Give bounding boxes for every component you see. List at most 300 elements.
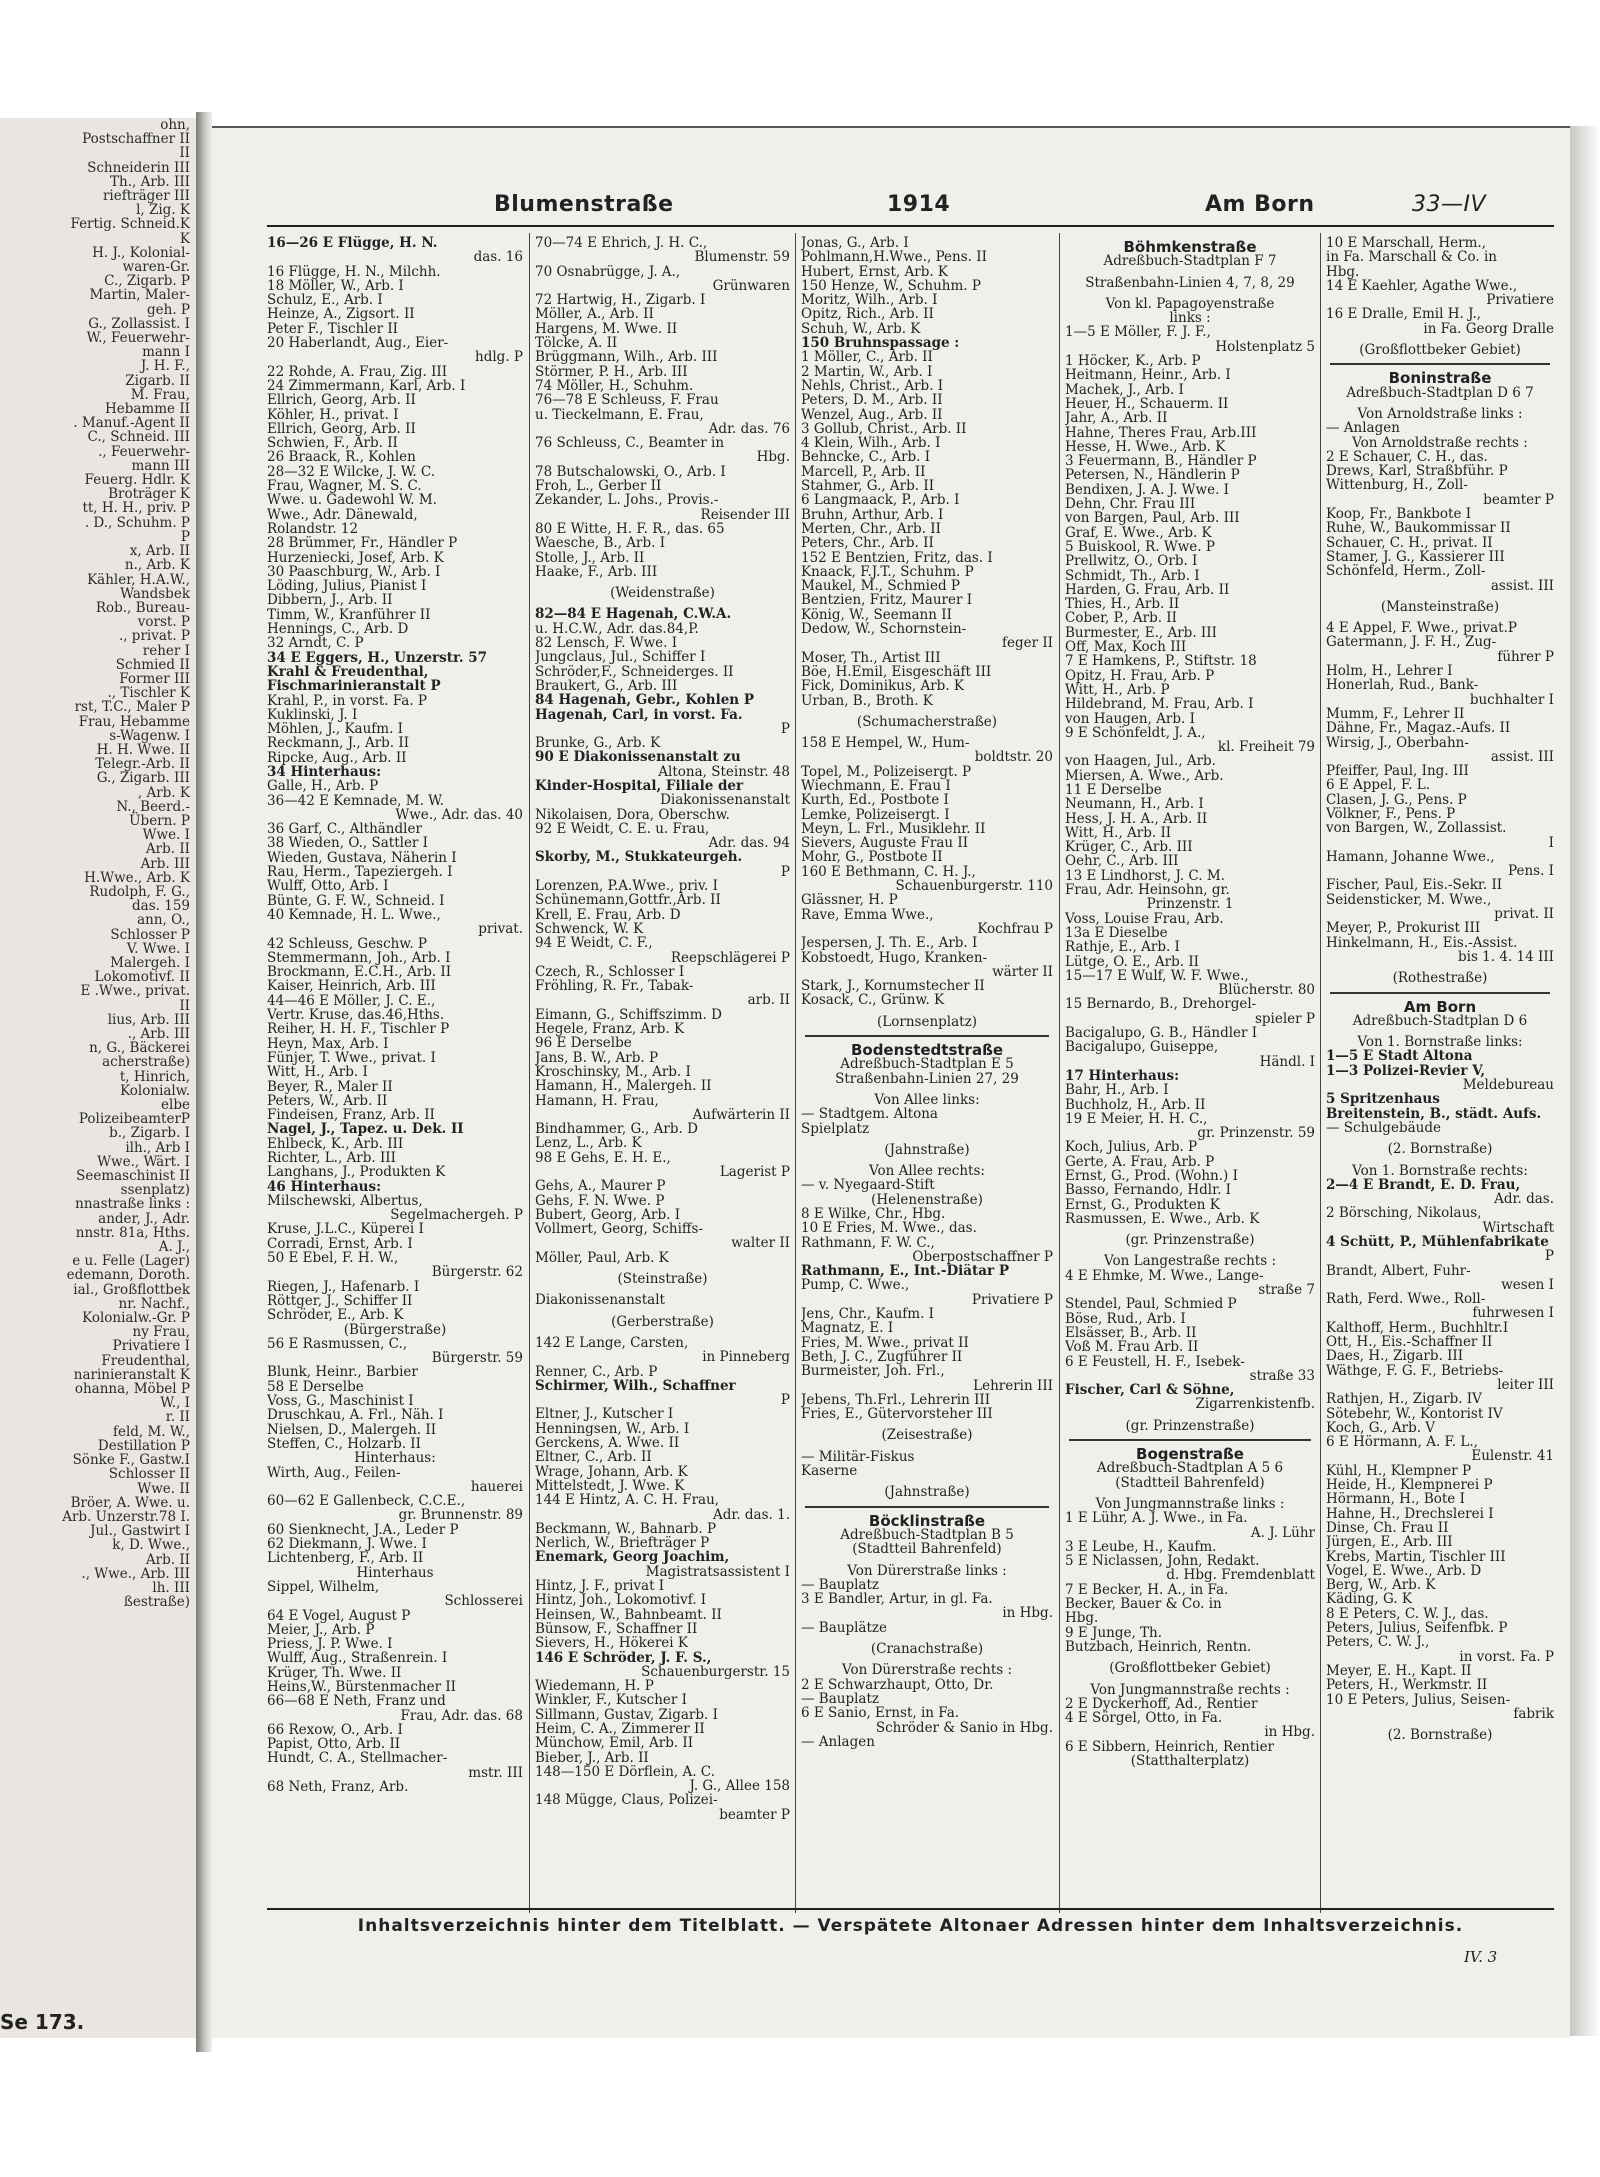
left-page-line: Telegr.-Arb. II	[95, 756, 190, 773]
left-page-line: b., Zigarb. I	[109, 1125, 190, 1142]
directory-entry-line: 7 E Becker, H. A., in Fa.	[1065, 1582, 1229, 1598]
directory-entry-line: assist. III	[1490, 749, 1554, 765]
directory-entry-line	[1326, 1028, 1554, 1035]
left-page-line: Kolonialw.	[120, 1082, 190, 1099]
directory-entry-line	[1065, 1247, 1315, 1254]
directory-entry-line: Blumenstr. 59	[694, 250, 790, 265]
directory-entry-line: Peter F., Tischler II	[267, 321, 398, 337]
directory-entry-line: Fröhling, R. Fr., Tabak-	[535, 979, 694, 994]
directory-entry-line: Hennings, C., Arb. D	[267, 622, 409, 637]
directory-entry-line: in Fa. Georg Dralle	[1423, 321, 1554, 337]
left-page-line: Former III	[119, 670, 190, 687]
directory-entry-line: wesen I	[1501, 1277, 1554, 1293]
directory-entry-line: Hesse, H. Wwe., Arb. K	[1065, 439, 1226, 455]
directory-entry-line: Bruhn, Arthur, Arb. I	[801, 507, 944, 522]
directory-entry-line: A. J. Lühr	[1250, 1525, 1315, 1540]
directory-entry-line: 2—4 E Brandt, E. D. Frau,	[1326, 1177, 1521, 1193]
left-page-line: das. 159	[132, 898, 190, 915]
book-gutter	[196, 112, 212, 2052]
directory-entry-line: Witt, H., Arb. I	[267, 1065, 368, 1080]
directory-entry-line: Heide, H., Klempnerei P	[1326, 1478, 1493, 1493]
directory-entry-line: Koch, G., Arb. V	[1326, 1420, 1436, 1436]
directory-entry-line: 148—150 E Dörflein, A. C.	[535, 1764, 715, 1780]
directory-entry-line: Heim, C. A., Zimmerer II	[535, 1721, 705, 1737]
directory-entry-line: Moritz, Wilh., Arb. I	[801, 293, 938, 308]
directory-entry-line: Kuklinski, J. I	[267, 707, 358, 723]
directory-entry-line: 9 E Schönfeldt, J. A.,	[1065, 725, 1206, 741]
directory-entry-line	[801, 1008, 1053, 1015]
directory-entry-line: Von Arnoldstraße links :	[1357, 406, 1523, 422]
directory-entry-line: hauerei	[470, 1479, 523, 1495]
directory-entry-line: — Militär-Fiskus	[801, 1449, 915, 1465]
directory-entry-line: Heinsen, W., Bahnbeamt. II	[535, 1607, 722, 1622]
directory-entry-line: Möller, Paul, Arb. K	[535, 1250, 669, 1266]
directory-entry-line: (Jahnstraße)	[884, 1142, 970, 1158]
directory-entry-line: Möller, A., Arb. II	[535, 307, 654, 322]
street-heading: Bodenstedtstraße	[850, 1043, 1004, 1058]
directory-entry-line: Miersen, A. Wwe., Arb.	[1065, 768, 1224, 783]
directory-entry-line: 34 E Eggers, H., Unzerstr. 57	[267, 650, 488, 665]
directory-entry-line: Stolle, J., Arb. II	[535, 550, 645, 565]
directory-entry-line: 2 E Dyckerhoff, Ad., Rentier	[1065, 1696, 1258, 1712]
header-year: 1914	[887, 192, 951, 217]
directory-entry-line: 14 E Kaehler, Agathe Wwe.,	[1326, 278, 1518, 294]
directory-entry-line: (Bürgerstraße)	[343, 1322, 447, 1337]
left-page-line: W., Feuerwehr-	[86, 330, 190, 347]
directory-entry-line: (Mansteinstraße)	[1380, 599, 1500, 615]
column-1	[267, 236, 523, 1896]
directory-entry-line: Hbg.	[1065, 1611, 1099, 1626]
directory-entry-line: in vorst. Fa. P	[1459, 1649, 1554, 1664]
directory-entry-line: 80 E Witte, H. F. R., das. 65	[535, 521, 725, 537]
directory-entry-line: Voß M. Frau Arb. II	[1065, 1340, 1199, 1355]
directory-entry-line: Stamer, J. G., Kassierer III	[1326, 549, 1505, 565]
directory-entry-line: spieler P	[1254, 1011, 1315, 1027]
left-page-line: ohn,	[160, 118, 190, 133]
directory-entry-line: buchhalter I	[1469, 692, 1554, 707]
left-page-line: mann III	[131, 457, 190, 474]
directory-entry-line: assist. III	[1490, 578, 1554, 593]
directory-entry-line: Hahne, Theres Frau, Arb.III	[1065, 425, 1257, 440]
column-divider	[529, 233, 530, 1913]
left-page-line: C., Zigarb. P	[104, 273, 190, 290]
column-5	[1326, 236, 1554, 1896]
left-page-line: edemann, Doroth.	[66, 1267, 190, 1284]
directory-entry-line: Timm, W., Kranführer II	[267, 607, 431, 623]
section-separator	[1330, 992, 1550, 994]
directory-entry-line: Neumann, H., Arb. I	[1065, 797, 1204, 812]
directory-entry-line: 13a E Dieselbe	[1065, 925, 1168, 941]
directory-entry-line: Grünwaren	[712, 278, 790, 294]
header-rule	[267, 225, 1554, 227]
directory-entry-line: Wwe. u. Gadewohl W. M.	[267, 493, 437, 508]
directory-entry-line: Diakonissenanstalt	[660, 793, 790, 808]
directory-entry-line	[801, 1443, 1053, 1450]
directory-entry-line: Beth, J. C., Zugführer II	[801, 1349, 963, 1365]
column-3	[801, 236, 1053, 1896]
directory-entry-line: Aufwärterin II	[692, 1107, 790, 1123]
left-page-line: II	[179, 145, 190, 162]
directory-entry-line: 24 Zimmermann, Karl, Arb. I	[267, 378, 466, 394]
directory-entry-line: Brüggmann, Wilh., Arb. III	[535, 350, 718, 365]
left-page-line: Hebamme II	[104, 401, 190, 418]
directory-entry-line: Rave, Emma Wwe.,	[801, 907, 934, 922]
directory-entry-line	[1326, 614, 1554, 621]
directory-entry-line: Brockmann, E.C.H., Arb. II	[267, 965, 452, 980]
directory-entry-line: Diakonissenanstalt	[535, 1293, 665, 1308]
directory-entry-line: Ruhe, W., Baukommissar II	[1326, 521, 1511, 536]
section-separator	[805, 1035, 1049, 1037]
directory-entry-line	[1326, 593, 1554, 600]
directory-entry-line: Rathmann, E., Int.-Diätar P	[801, 1264, 1009, 1279]
directory-entry-line: Von Dürerstraße links :	[847, 1563, 1007, 1578]
directory-entry-line: — v. Nyegaard-Stift	[801, 1178, 935, 1193]
directory-entry-line: Ellrich, Georg, Arb. II	[267, 393, 416, 408]
directory-entry-line: 46 Hinterhaus:	[267, 1179, 382, 1194]
directory-entry-line: Clasen, J. G., Pens. P	[1326, 792, 1467, 807]
directory-entry-line: Meyer, E. H., Kapt. II	[1326, 1663, 1472, 1679]
directory-entry-line: 3 E Bandler, Artur, in gl. Fa.	[801, 1592, 993, 1607]
directory-entry-line: Vertr. Kruse, das.46,Hths.	[267, 1008, 445, 1023]
left-page-line: ., Arb. III	[127, 1026, 190, 1042]
directory-entry-line: Hamann, H. Frau,	[535, 1093, 659, 1108]
left-page-line: lh. III	[152, 1579, 190, 1596]
left-page-line: nnastraße links :	[75, 1196, 190, 1213]
directory-entry-line: Krahl, P., in vorst. Fa. P	[267, 693, 428, 708]
directory-entry-line: 148 Mügge, Claus, Polizei-	[535, 1793, 718, 1808]
directory-entry-line: 56 E Rasmussen, C.,	[267, 1336, 408, 1352]
directory-entry-line: in Fa. Marschall & Co. in	[1326, 250, 1497, 265]
directory-entry-line: Von kl. Papagoyenstraße	[1105, 296, 1275, 312]
directory-entry-line: Papist, Otto, Arb. II	[267, 1737, 401, 1752]
directory-entry-line: 68 Neth, Franz, Arb.	[267, 1780, 409, 1795]
directory-entry-line: Holstenplatz 5	[1215, 339, 1315, 355]
directory-entry-line: 5 Buiskool, R. Wwe. P	[1065, 539, 1215, 555]
directory-entry-line: privat. II	[1494, 907, 1554, 922]
directory-entry-line: Behncke, C., Arb. I	[801, 450, 931, 465]
directory-entry-line: Altona, Steinstr. 48	[658, 764, 790, 779]
directory-entry-line	[801, 1136, 1053, 1143]
directory-entry-line: Bubert, Georg, Arb. I	[535, 1207, 681, 1223]
directory-entry-line: Adr. das. 1.	[712, 1507, 790, 1522]
directory-entry-line: 28—32 E Wilcke, J. W. C.	[267, 464, 436, 480]
directory-entry-line: Sillmann, Gustav, Zigarb. I	[535, 1707, 718, 1722]
directory-entry-line: Hbg.	[1326, 264, 1360, 279]
directory-entry-line: Wäthge, F. G. F., Betriebs-	[1326, 1363, 1504, 1378]
directory-entry-line: Mittelstedt, J. Wwe. K	[535, 1478, 685, 1494]
left-page-line: Postschaffner II	[82, 131, 190, 148]
left-page-line: ander, J., Adr.	[98, 1210, 190, 1227]
directory-entry-line: (Großflottbeker Gebiet)	[1359, 343, 1521, 358]
directory-entry-line: Privatiere P	[971, 1292, 1053, 1308]
directory-entry-line: 58 E Derselbe	[267, 1379, 364, 1395]
directory-entry-line: 22 Rohde, A. Frau, Zig. III	[267, 364, 448, 379]
left-page-line: Übern. P	[129, 812, 190, 829]
directory-entry-line: führer P	[1497, 649, 1554, 665]
directory-entry-line: Völkner, F., Pens. P	[1326, 806, 1456, 822]
directory-entry-line: 64 E Vogel, August P	[267, 1608, 411, 1623]
directory-entry-line: Hinterhaus:	[354, 1451, 436, 1466]
left-page-line: Rudolph, F. G.,	[89, 883, 190, 900]
directory-entry-line: Witt, H., Arb. II	[1065, 825, 1172, 841]
directory-entry-line: Magnatz, E. I	[801, 1321, 894, 1336]
directory-entry-line: Adr. das. 94	[708, 836, 790, 851]
left-page-line: e u. Felle (Lager)	[72, 1253, 190, 1270]
left-page-line: Malergeh. I	[110, 954, 190, 971]
directory-entry-line: 92 E Weidt, C. E. u. Frau,	[535, 821, 710, 837]
left-page-line: Fertig. Schneid.K	[70, 216, 190, 233]
directory-entry-line: Burmeister, Joh. Frl.,	[801, 1364, 945, 1379]
directory-entry-line: Böe, H.Emil, Eisgeschäft III	[801, 664, 992, 680]
left-page-line: ilh., Arb I	[125, 1139, 190, 1156]
directory-entry-line: Dähne, Fr., Magaz.-Aufs. II	[1326, 721, 1511, 736]
directory-entry-line: straße 33	[1249, 1368, 1315, 1384]
directory-entry-line: Ernst, G., Prod. (Wohn.) I	[1065, 1169, 1238, 1184]
directory-entry-line: Krüger, Th. Wwe. II	[267, 1665, 402, 1680]
directory-entry-line: Vogel, E. Wwe., Arb. D	[1326, 1563, 1482, 1579]
directory-entry-line: 9 E Junge, Th.	[1065, 1625, 1163, 1640]
directory-entry-line: Magistratsassistent I	[645, 1564, 790, 1580]
directory-entry-line: 72 Hartwig, H., Zigarb. I	[535, 293, 706, 308]
directory-entry-line: — Anlagen	[801, 1734, 875, 1750]
directory-entry-line	[801, 1557, 1053, 1564]
directory-entry-line: 26 Braack, R., Kohlen	[267, 450, 416, 465]
directory-entry-line: 1—5 E Stadt Altona	[1326, 1049, 1473, 1064]
left-page-line: n, G., Bäckerei	[89, 1040, 190, 1057]
directory-entry-line: 66—68 E Neth, Franz und	[267, 1694, 446, 1709]
directory-entry-line: Adreßbuch-Stadtplan D 6 7	[1346, 385, 1534, 400]
directory-entry-line: Zekander, L. Johs., Provis.-	[535, 493, 719, 508]
directory-entry-line: J. G., Allee 158	[689, 1779, 790, 1794]
directory-entry-line: Pfeiffer, Paul, Ing. III	[1326, 764, 1469, 779]
directory-entry-line: Langhans, J., Produkten K	[267, 1165, 446, 1180]
directory-entry-line: Fischer, Paul, Eis.-Sekr. II	[1326, 878, 1503, 893]
directory-entry-line: I	[1548, 835, 1554, 850]
directory-entry-line: Off, Max, Koch III	[1065, 640, 1187, 655]
directory-entry-line: Rolandstr. 12	[267, 521, 359, 537]
directory-entry-line: Merten, Chr., Arb. II	[801, 521, 941, 537]
left-page-line: lius, Arb. III	[107, 1011, 190, 1028]
left-page-line: , Arb. K	[137, 784, 190, 801]
directory-entry-line: Kosack, C., Grünw. K	[801, 993, 945, 1008]
directory-entry-line: Lichtenberg, F., Arb. II	[267, 1551, 424, 1566]
directory-entry-line: Eimann, G., Schiffszimm. D	[535, 1007, 722, 1023]
left-page-line: J. H. F.,	[140, 358, 190, 375]
directory-entry-line: Buchholz, H., Arb. II	[1065, 1097, 1206, 1112]
directory-entry-line	[1065, 290, 1315, 297]
directory-entry-line: (gr. Prinzenstraße)	[1125, 1418, 1255, 1434]
directory-entry-line: Beckmann, W., Bahnarb. P	[535, 1521, 717, 1537]
directory-entry-line	[535, 1265, 790, 1272]
directory-entry-line: Wiechmann, E. Frau I	[801, 778, 951, 794]
directory-entry-line: Eltner, J., Kutscher I	[535, 1407, 674, 1422]
directory-entry-line: Nerlich, W., Briefträger P	[535, 1536, 710, 1551]
directory-entry-line: Schauer, C. H., privat. II	[1326, 535, 1493, 550]
directory-entry-line: Topel, M., Polizeisergt. P	[801, 764, 972, 779]
directory-entry-line: 60 Sienknecht, J.A., Leder P	[267, 1522, 459, 1538]
directory-entry-line: Hundt, C. A., Stellmacher-	[267, 1751, 448, 1766]
directory-entry-line	[1065, 1226, 1315, 1233]
directory-entry-line: 70—74 E Ehrich, J. H. C.,	[535, 236, 708, 251]
directory-entry-line: Brunke, G., Arb. K	[535, 736, 661, 751]
page-footer-note: Inhaltsverzeichnis hinter dem Titelblatt. — Verspätete Altonaer Adressen hinter dem Inhaltsverzeichnis.	[357, 1916, 1464, 1936]
directory-entry-line: Heyn, Max, Arb. I	[267, 1036, 389, 1051]
directory-entry-line: Czech, R., Schlosser I	[535, 964, 685, 980]
directory-entry-line: Gerte, A. Frau, Arb. P	[1065, 1154, 1215, 1169]
left-page-line: Feuerg. Hdlr. K	[84, 472, 190, 489]
directory-entry-line: von Bargen, Paul, Arb. III	[1065, 511, 1240, 526]
directory-entry-line: Händl. I	[1259, 1054, 1315, 1069]
directory-entry-line: fuhrwesen I	[1472, 1306, 1554, 1321]
left-page-line: . D., Schuhm. P	[84, 514, 190, 531]
directory-entry-line: Störmer, P. H., Arb. III	[535, 364, 688, 379]
directory-entry-line: 8 E Wilke, Chr., Hbg.	[801, 1207, 946, 1222]
left-page-line: Arb. II	[145, 1551, 190, 1568]
directory-entry-line: Spielplatz	[801, 1121, 870, 1136]
directory-entry-line: Harden, G. Frau, Arb. II	[1065, 582, 1230, 598]
directory-entry-line: Oehr, C., Arb. III	[1065, 854, 1179, 869]
left-page-line: M. Frau,	[130, 386, 190, 403]
directory-entry-line: 16 E Dralle, Emil H. J.,	[1326, 307, 1482, 322]
directory-entry-line: Schauenburgerstr. 15	[641, 1664, 790, 1680]
directory-entry-line: Reisender III	[700, 507, 790, 522]
directory-entry-line: Schlosserei	[444, 1594, 523, 1609]
directory-entry-line: Hamann, H., Malergeh. II	[535, 1079, 712, 1094]
directory-entry-line: Von Allee links:	[874, 1092, 980, 1108]
directory-entry-line: Pens. I	[1507, 864, 1554, 879]
directory-entry-line: 17 Hinterhaus:	[1065, 1068, 1180, 1084]
directory-entry-line: Wulff, Otto, Arb. I	[267, 879, 389, 894]
directory-entry-line: Holm, H., Lehrer I	[1326, 664, 1453, 679]
directory-entry-line: 90 E Diakonissenanstalt zu	[535, 750, 741, 765]
directory-entry-line: 5 Spritzenhaus	[1326, 1092, 1440, 1107]
directory-entry-line: Hamann, Johanne Wwe.,	[1326, 849, 1495, 865]
directory-entry-line: Ellrich, Georg, Arb. II	[267, 421, 416, 437]
left-page-line: A. J.,	[158, 1239, 190, 1256]
directory-entry-line: Schulz, E., Arb. I	[267, 293, 383, 308]
street-heading: Am Born	[1403, 999, 1477, 1014]
directory-entry-line: von Haagen, Jul., Arb.	[1065, 754, 1216, 769]
directory-entry-line: 4 E Sörgel, Otto, in Fa.	[1065, 1711, 1223, 1726]
directory-entry-line: Machek, J., Arb. I	[1065, 382, 1184, 397]
directory-entry-line: Schauenburgerstr. 110	[895, 879, 1053, 894]
directory-entry-line: Berg, W., Arb. K	[1326, 1578, 1436, 1593]
directory-entry-line: Rasmussen, E. Wwe., Arb. K	[1065, 1211, 1260, 1227]
directory-entry-line	[1326, 1135, 1554, 1142]
directory-entry-line: P	[780, 864, 790, 880]
header-page-number: 33—IV	[1412, 192, 1487, 217]
directory-entry-line: 98 E Gehs, E. H. E.,	[535, 1150, 671, 1165]
directory-entry-line: Voss, G., Maschinist I	[267, 1394, 414, 1409]
directory-entry-line: Hörmann, H., Bote I	[1326, 1492, 1465, 1507]
directory-entry-line: Riegen, J., Hafenarb. I	[267, 1279, 420, 1294]
directory-entry-line: Corradi, Ernst, Arb. I	[267, 1236, 413, 1252]
directory-entry-line: 42 Schleuss, Geschw. P	[267, 936, 427, 951]
directory-entry-line: (Großflottbeker Gebiet)	[1109, 1661, 1271, 1676]
directory-entry-line: 18 Möller, W., Arb. I	[267, 278, 404, 294]
directory-entry-line: bis 1. 4. 14 III	[1458, 949, 1554, 965]
directory-entry-line: Hinkelmann, H., Eis.-Assist.	[1326, 935, 1518, 950]
directory-entry-line: Kinder-Hospital, Filiale der	[535, 778, 744, 794]
directory-entry-line: Vollmert, Georg, Schiffs-	[535, 1222, 704, 1237]
directory-entry-line: Ernst, G., Produkten K	[1065, 1197, 1220, 1212]
directory-entry-line: 34 Hinterhaus:	[267, 764, 382, 780]
directory-entry-line: 150 Bruhnspassage :	[801, 336, 960, 351]
left-page-line: Schlosser P	[110, 926, 190, 943]
directory-entry-line: 15 Bernardo, B., Drehorgel-	[1065, 997, 1257, 1012]
left-page-line: E .Wwe., privat.	[80, 983, 190, 1000]
directory-entry-line: Peters, W., Arb. II	[267, 1093, 388, 1109]
directory-entry-line: — Bauplätze	[801, 1620, 887, 1636]
section-separator	[805, 1506, 1049, 1508]
left-page-line: Wwe., Wärt. I	[97, 1153, 190, 1170]
left-page-line: ssenplatz)	[120, 1182, 190, 1199]
directory-entry-line: Jespersen, J. Th. E., Arb. I	[801, 936, 978, 951]
left-page-line: narinieranstalt K	[73, 1366, 190, 1383]
left-page-line: vorst. P	[137, 614, 190, 631]
directory-entry-line: Stemmermann, Joh., Arb. I	[267, 950, 451, 966]
directory-entry-line: 2 E Schauer, C. H., das.	[1326, 449, 1488, 465]
directory-entry-line: 1 E Lühr, A. J. Wwe., in Fa.	[1065, 1511, 1248, 1526]
street-heading: Bogenstraße	[1136, 1447, 1244, 1462]
directory-entry-line: Kalthoff, Herm., Buchhltr.I	[1326, 1320, 1509, 1336]
directory-entry-line: (Statthalterplatz)	[1130, 1753, 1250, 1769]
directory-entry-line	[1065, 269, 1315, 276]
street-heading: Boninstraße	[1388, 371, 1492, 386]
directory-entry-line: Priess, J. P. Wwe. I	[267, 1637, 393, 1652]
directory-entry-line: Kühl, H., Klempner P	[1326, 1463, 1472, 1479]
directory-entry-line: Von Langestraße rechts :	[1103, 1254, 1276, 1269]
directory-entry-line: Meyn, L. Frl., Musiklehr. II	[801, 821, 986, 837]
directory-entry-line: (2. Bornstraße)	[1387, 1728, 1493, 1743]
directory-entry-line: Koch, Julius, Arb. P	[1065, 1140, 1198, 1155]
directory-entry-line: 2 Börsching, Nikolaus,	[1326, 1206, 1482, 1221]
directory-entry-line: 6 E Appel, F. L.	[1326, 778, 1431, 793]
directory-entry-line: Tölcke, A. II	[535, 336, 618, 351]
column-divider	[1320, 233, 1321, 1913]
left-page-line: Sönke F., Gastw.I	[72, 1452, 190, 1469]
left-page-line: n., Arb. K	[124, 557, 190, 574]
directory-entry-line: Marcell, P., Arb. II	[801, 464, 926, 480]
directory-entry-line: Steffen, C., Holzarb. II	[267, 1436, 421, 1452]
directory-entry-line	[535, 1308, 790, 1315]
left-page-line: elbe	[161, 1097, 190, 1114]
directory-entry-line: Bünsow, F., Schaffner II	[535, 1621, 698, 1637]
directory-entry-line: 10 E Peters, Julius, Seisen-	[1326, 1692, 1511, 1707]
directory-entry-line: Haake, F., Arb. III	[535, 564, 658, 580]
directory-entry-line: — Stadtgem. Altona	[801, 1107, 938, 1122]
column-4	[1065, 236, 1315, 1896]
directory-entry-line: Löding, Julius, Pianist I	[267, 579, 427, 594]
directory-entry-line: Nehls, Christ., Arb. I	[801, 378, 944, 394]
directory-entry-line: Kaiser, Heinrich, Arb. III	[267, 979, 436, 994]
directory-entry-line: Schirmer, Wilh., Schaffner	[535, 1378, 736, 1394]
directory-entry-line: Witt, H., Arb. P	[1065, 682, 1170, 698]
directory-entry-line: straße 7	[1258, 1283, 1315, 1298]
left-page-line: Privatiere I	[112, 1338, 190, 1355]
directory-entry-line: Hess, J. H. A., Arb. II	[1065, 811, 1208, 826]
directory-entry-line: Winkler, F., Kutscher I	[535, 1693, 687, 1708]
directory-entry-line: Frau, Adr. Heinsohn, gr.	[1065, 883, 1230, 898]
directory-entry-line: P	[1544, 1249, 1554, 1264]
directory-entry-line: Kochfrau P	[977, 921, 1053, 937]
left-page-line: Freudenthal,	[101, 1352, 190, 1369]
directory-entry-line: Heitmann, Heinr., Arb. I	[1065, 368, 1231, 383]
left-page-line: Arb. Unzerstr.78 I.	[62, 1508, 190, 1525]
directory-entry-line: 2 Martin, W., Arb. I	[801, 364, 933, 379]
directory-entry-line: Jebens, Th.Frl., Lehrerin III	[801, 1392, 991, 1408]
directory-entry-line: Becker, Bauer & Co. in	[1065, 1597, 1222, 1612]
